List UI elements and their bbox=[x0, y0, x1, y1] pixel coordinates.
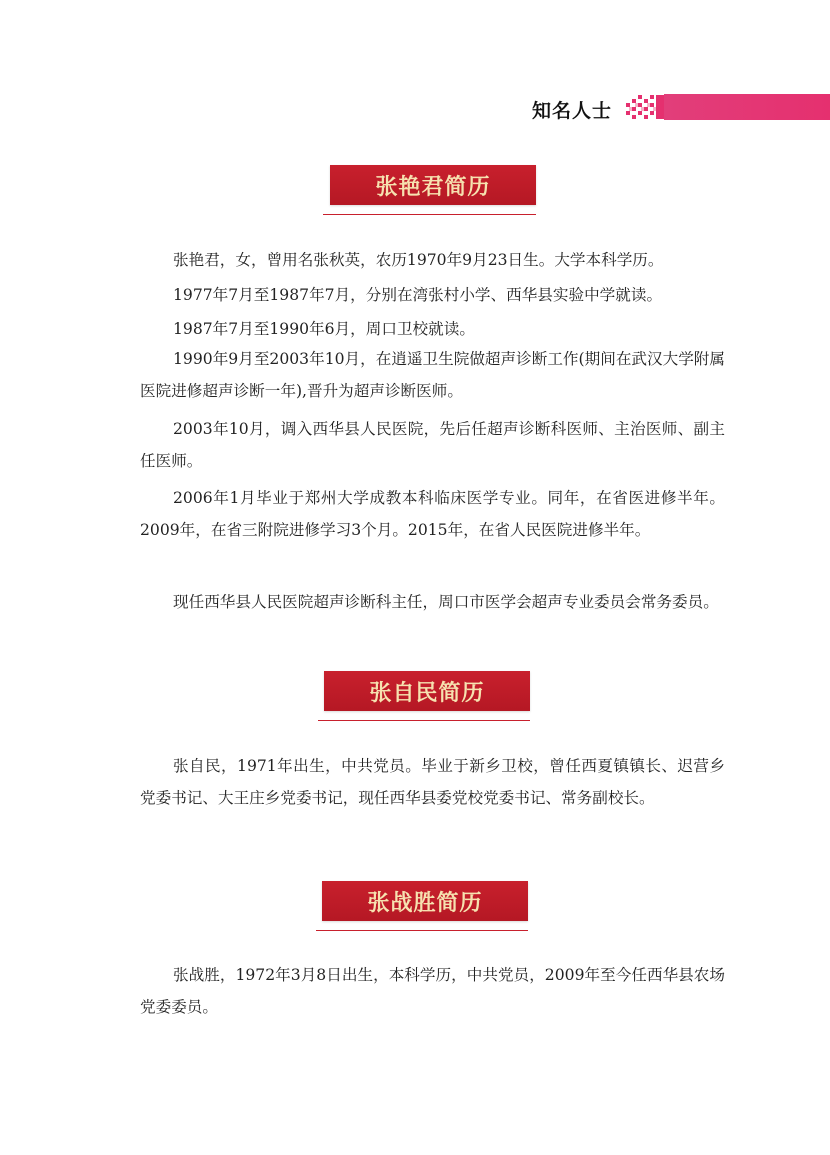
paragraph: 2006年1月毕业于郑州大学成教本科临床医学专业。同年，在省医进修半年。2009年，在省三附院进修学习3个月。2015年，在省人民医院进修半年。 bbox=[140, 489, 725, 539]
section-underline bbox=[323, 214, 536, 215]
paragraph: 现任西华县人民医院超声诊断科主任，周口市医学会超声专业委员会常务委员。 bbox=[173, 593, 719, 611]
paragraph: 张艳君，女，曾用名张秋英，农历1970年9月23日生。大学本科学历。 bbox=[173, 251, 664, 269]
section-title: 张自民简历 bbox=[324, 671, 530, 711]
section-underline bbox=[316, 930, 528, 931]
paragraph: 1987年7月至1990年6月，周口卫校就读。 bbox=[173, 320, 475, 338]
paragraph: 1977年7月至1987年7月，分别在湾张村小学、西华县实验中学就读。 bbox=[173, 286, 663, 304]
paragraph: 张战胜，1972年3月8日出生，本科学历，中共党员，2009年至今任西华县农场党委委员。 bbox=[140, 966, 725, 1016]
section-title: 张艳君简历 bbox=[330, 165, 536, 205]
paragraph: 2003年10月，调入西华县人民医院，先后任超声诊断科医师、主治医师、副主任医师。 bbox=[140, 420, 725, 470]
checker-decoration-icon bbox=[624, 94, 664, 120]
header-bar bbox=[664, 94, 830, 120]
section-underline bbox=[318, 720, 530, 721]
paragraph: 1990年9月至2003年10月，在逍遥卫生院做超声诊断工作(期间在武汉大学附属医院进修超声诊断一年),晋升为超声诊断医师。 bbox=[140, 350, 725, 400]
paragraph: 张自民，1971年出生，中共党员。毕业于新乡卫校，曾任西夏镇镇长、迟营乡党委书记、大王庄乡党委书记，现任西华县委党校党委书记、常务副校长。 bbox=[140, 757, 725, 807]
section-title: 张战胜简历 bbox=[322, 881, 528, 921]
header-label: 知名人士 bbox=[532, 100, 613, 122]
